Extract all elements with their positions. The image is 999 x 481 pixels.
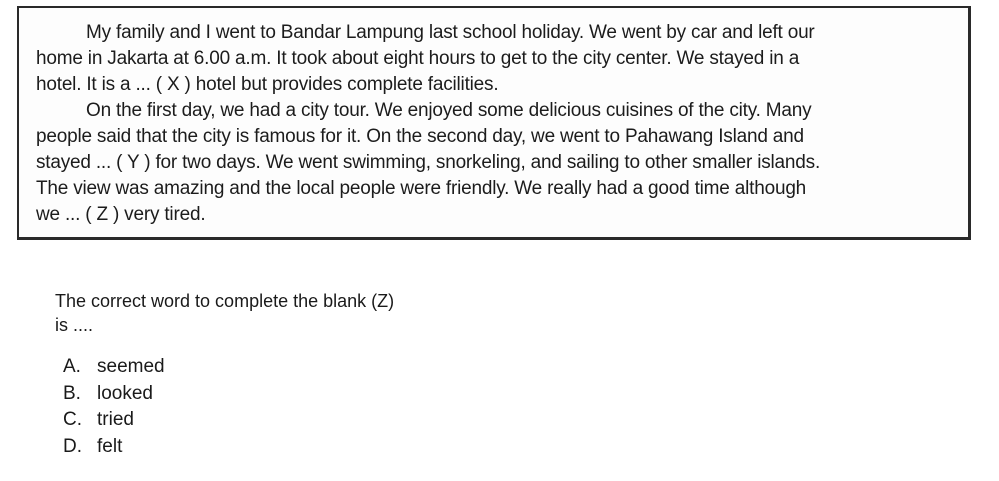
passage-line: The view was amazing and the local people were friendly. We really had a good time although xyxy=(36,178,807,199)
option-a[interactable] xyxy=(63,354,165,381)
option-c[interactable] xyxy=(63,407,165,434)
passage-line: people said that the city is famous for it. On the second day, we went to Pahawang Island and xyxy=(36,126,804,147)
option-text: tried xyxy=(97,409,134,430)
option-b[interactable] xyxy=(63,381,165,408)
passage-paragraph-2 xyxy=(36,98,958,228)
question-prompt xyxy=(55,289,394,337)
passage-line: On the first day, we had a city tour. We enjoyed some delicious cuisines of the city. Many xyxy=(86,100,812,121)
answer-options xyxy=(63,354,165,460)
option-text: felt xyxy=(97,435,123,457)
passage-line: My family and I went to Bandar Lampung last school holiday. We went by car and left our xyxy=(86,22,815,43)
option-text: seemed xyxy=(97,356,165,377)
option-letter: C. xyxy=(63,409,82,430)
passage-line: stayed ... ( Y ) for two days. We went swimming, snorkeling, and sailing to other smaller islands. xyxy=(36,152,821,173)
passage-line: we ... ( Z ) very tired. xyxy=(36,204,206,225)
option-letter: A. xyxy=(63,356,81,377)
option-letter: B. xyxy=(63,382,81,404)
reading-passage-box xyxy=(17,6,971,240)
question-line: is .... xyxy=(55,315,94,335)
passage-line: hotel. It is a ... ( X ) hotel but provides complete facilities. xyxy=(36,74,499,95)
passage-line: home in Jakarta at 6.00 a.m. It took about eight hours to get to the city center. We stayed in a xyxy=(36,48,800,69)
passage-paragraph-1 xyxy=(36,20,958,98)
option-letter: D. xyxy=(63,435,82,457)
option-text: looked xyxy=(97,382,153,404)
option-d[interactable] xyxy=(63,434,165,461)
question-line: The correct word to complete the blank (Z) xyxy=(55,291,395,311)
